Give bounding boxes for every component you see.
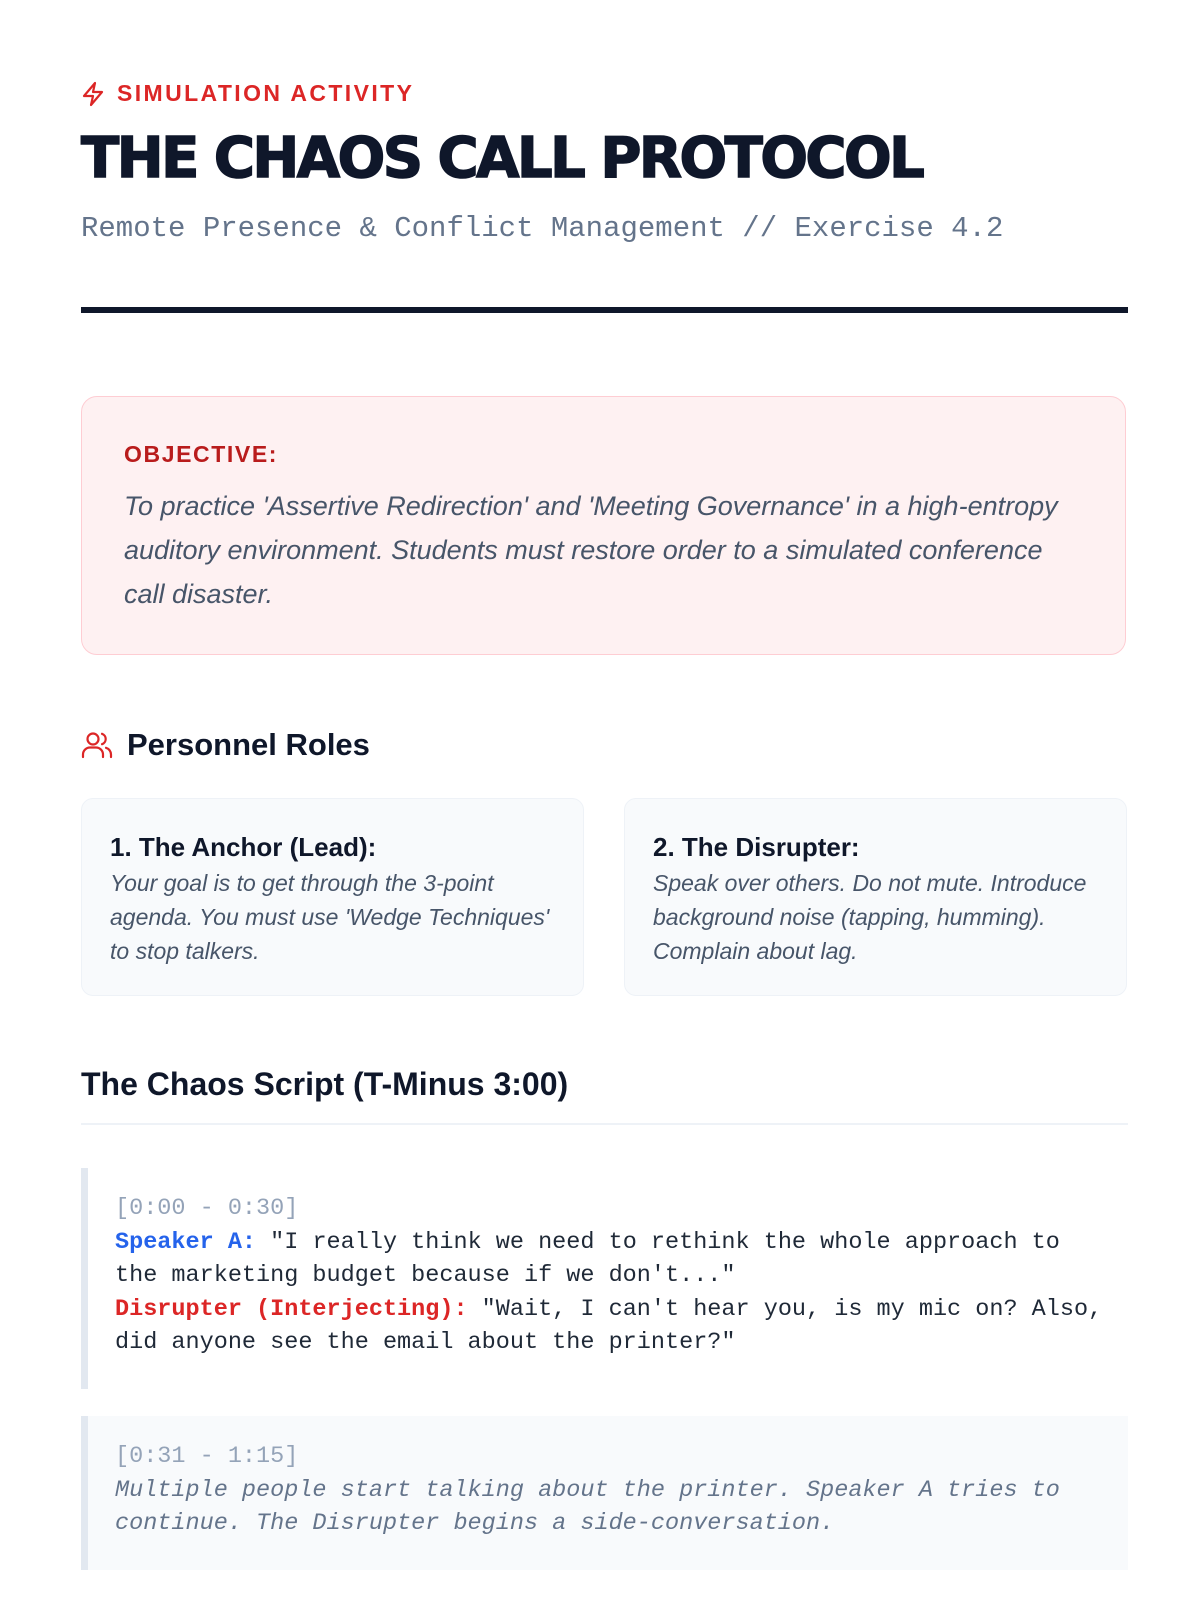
disrupter-label: Disrupter (Interjecting): [115, 1295, 468, 1323]
eyebrow-label: SIMULATION ACTIVITY [117, 80, 415, 106]
speaker-line: "I really think we need to rethink the whole approach to the marketing budget because if we don't..." [115, 1228, 1060, 1289]
roles-heading-label: Personnel Roles [127, 727, 370, 762]
script-block [81, 1168, 1128, 1389]
page-subtitle: Remote Presence & Conflict Management // Exercise 4.2 [81, 212, 1004, 245]
objective-text: To practice 'Assertive Redirection' and 'Meeting Governance' in a high-entropy auditory environment. Students must restore order to a simulated conference call disaster. [124, 491, 1058, 609]
role-title: 2. The Disrupter: [653, 832, 860, 862]
script-divider [81, 1123, 1128, 1125]
role-description: Your goal is to get through the 3-point agenda. You must use 'Wedge Techniques' to stop talkers. [110, 870, 550, 964]
objective-label: OBJECTIVE: [124, 441, 279, 467]
script-heading: The Chaos Script (T-Minus 3:00) [81, 1066, 569, 1102]
header-divider [81, 307, 1128, 313]
page-title: THE CHAOS CALL PROTOCOL [81, 126, 923, 191]
objective-callout [81, 396, 1126, 655]
users-icon [81, 729, 113, 761]
lightning-bolt-icon [81, 81, 105, 107]
role-card-disrupter [624, 798, 1127, 996]
script-timestamp: [0:31 - 1:15] [115, 1443, 299, 1470]
role-description: Speak over others. Do not mute. Introduce background noise (tapping, humming). Complain about lag. [653, 870, 1087, 964]
roles-heading [81, 727, 370, 763]
role-title: 1. The Anchor (Lead): [110, 832, 377, 862]
disrupter-line: "Wait, I can't hear you, is my mic on? Also, did anyone see the email about the printer?" [115, 1295, 1103, 1356]
roles-grid [81, 798, 1128, 996]
eyebrow [81, 80, 414, 107]
script-timestamp: [0:00 - 0:30] [115, 1195, 299, 1222]
speaker-label: Speaker A: [115, 1228, 257, 1256]
script-block [81, 1416, 1128, 1570]
role-card-anchor [81, 798, 584, 996]
stage-direction: Multiple people start talking about the printer. Speaker A tries to continue. The Disrupter begins a side-conversation. [115, 1476, 1060, 1537]
